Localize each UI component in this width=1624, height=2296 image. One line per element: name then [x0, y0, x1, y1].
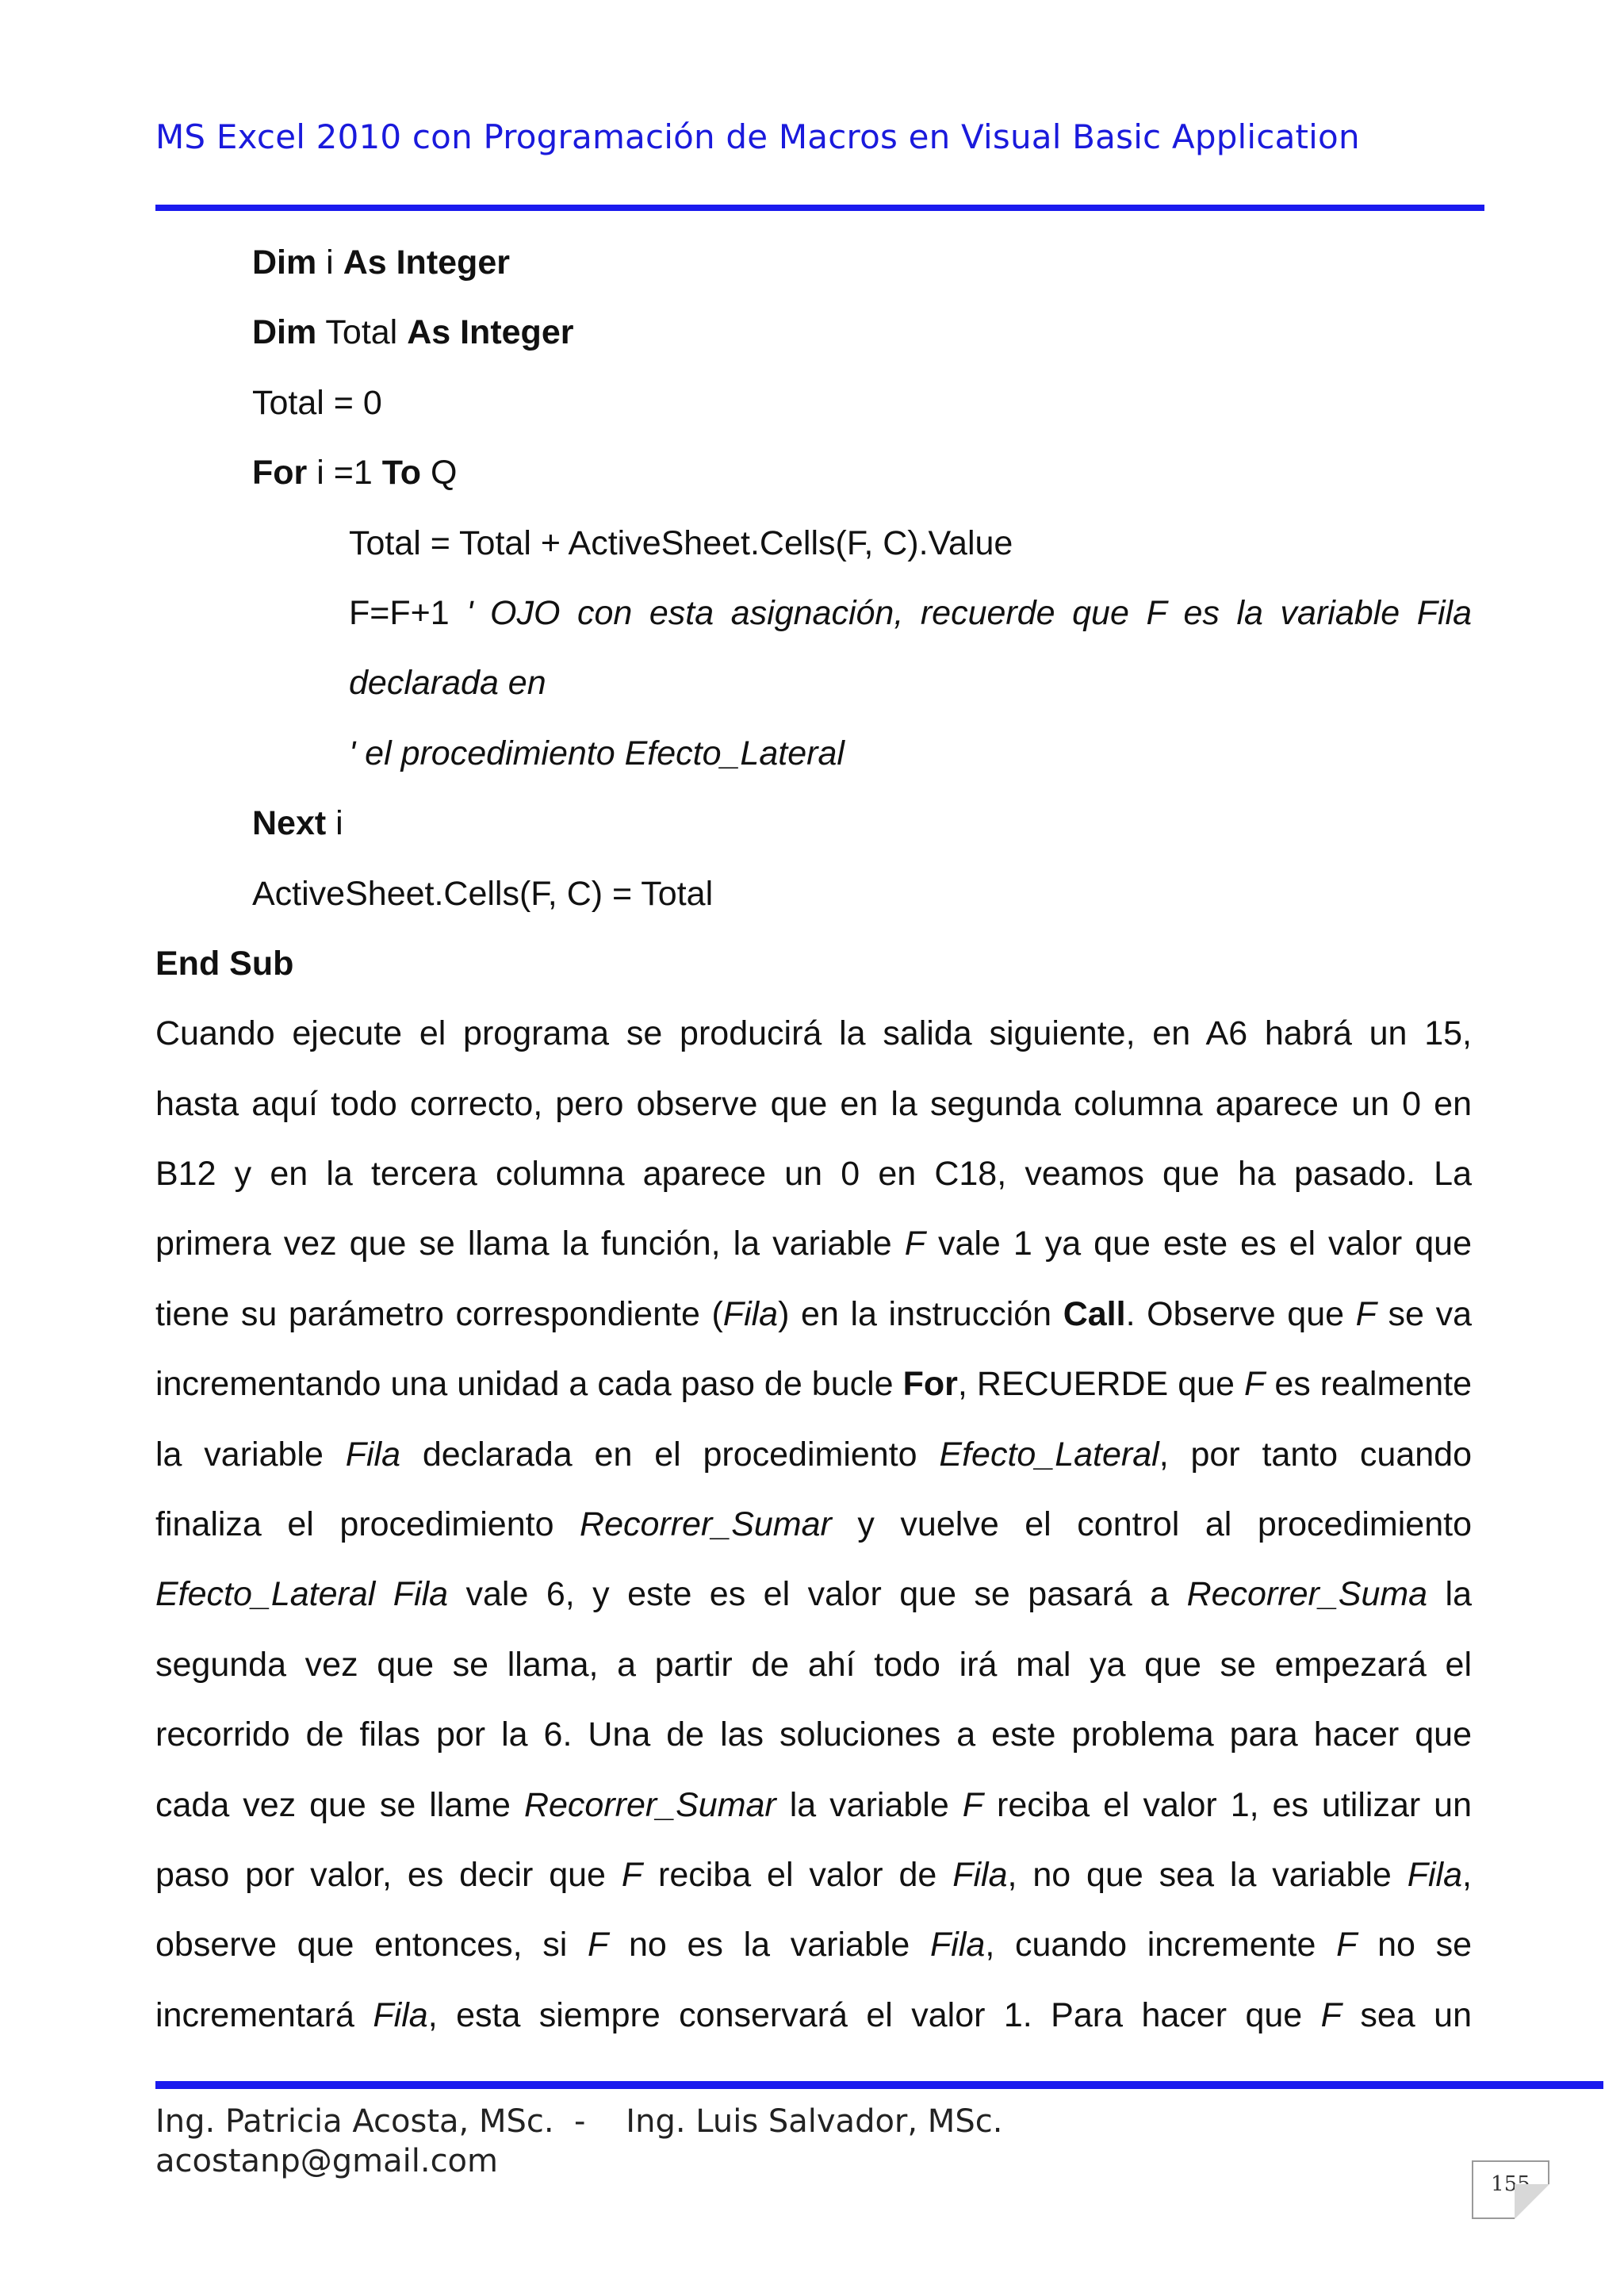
code-text: i: [326, 804, 343, 843]
italic-term: Recorrer_Suma: [1186, 1575, 1428, 1614]
paragraph-text: vale 6, y este es el valor que se pasará a: [448, 1575, 1187, 1614]
paragraph-text: hasta aquí todo correcto, pero observe que en la segunda columna aparece un 0 en: [155, 1084, 1472, 1123]
paragraph-text: incrementará: [155, 1995, 373, 2034]
code-keyword: As Integer: [343, 243, 510, 282]
paragraph-text: la: [1427, 1575, 1472, 1614]
paragraph-text: observe que entonces, si: [155, 1926, 588, 1964]
italic-term: Recorrer_Sumar: [523, 1785, 776, 1824]
page-number-box: [1472, 2160, 1549, 2219]
bold-term: For: [902, 1365, 958, 1404]
paragraph-text: B12 y en la tercera columna aparece un 0 en C18, veamos que ha pasado. La: [155, 1155, 1472, 1194]
code-text: Total = 0: [252, 383, 382, 422]
page-body: [155, 228, 1472, 2050]
paragraph-text: . Observe que: [1125, 1294, 1356, 1333]
paragraph-text: paso por valor, es decir que: [155, 1855, 622, 1894]
italic-term: F: [1320, 1995, 1342, 2034]
paragraph-line: [155, 1770, 1472, 1840]
code-line: [155, 719, 1472, 788]
paragraph-line: [155, 1910, 1472, 1980]
code-line: [155, 508, 1472, 578]
code-text: Total = Total + ActiveSheet.Cells(F, C).Value: [349, 523, 1013, 562]
paragraph-text: no se: [1357, 1926, 1472, 1964]
paragraph-line: [155, 1980, 1472, 2050]
paragraph-text: ) en la instrucción: [778, 1294, 1063, 1333]
code-keyword: For: [252, 454, 308, 493]
code-keyword: Dim: [252, 243, 317, 282]
italic-term: Fila: [345, 1435, 401, 1474]
italic-term: Fila: [930, 1926, 986, 1964]
italic-term: Recorrer_Sumar: [580, 1505, 832, 1544]
code-keyword: Next: [252, 804, 327, 843]
paragraph-text: , no que sea la variable: [1007, 1855, 1408, 1894]
paragraph-line: [155, 1349, 1472, 1419]
paragraph-text: no es la variable: [608, 1926, 931, 1964]
italic-term: Fila: [1407, 1855, 1463, 1894]
paragraph-text: tiene su parámetro correspondiente (: [155, 1294, 723, 1333]
italic-term: F: [962, 1785, 984, 1824]
code-line: [155, 788, 1472, 858]
page-curl-icon: [1515, 2184, 1549, 2219]
paragraph-text: segunda vez que se llama, a partir de ahí todo irá mal ya que se empezará el: [155, 1645, 1472, 1684]
paragraph-text: finaliza el procedimiento: [155, 1505, 580, 1544]
paragraph-line: [155, 1489, 1472, 1559]
paragraph-line: [155, 1279, 1472, 1349]
paragraph-text: , por tanto cuando: [1159, 1435, 1472, 1474]
code-line: [155, 929, 1472, 999]
code-line: [155, 859, 1472, 929]
paragraph-text: declarada en el procedimiento: [400, 1435, 940, 1474]
paragraph-line: [155, 999, 1472, 1068]
italic-term: Fila: [373, 1995, 428, 2034]
footer-authors: Ing. Patricia Acosta, MSc. - Ing. Luis Salvador, MSc.: [155, 2103, 1003, 2140]
code-text: Q: [421, 454, 458, 493]
paragraph-text: primera vez que se llama la función, la variable: [155, 1225, 905, 1263]
paragraph-text: reciba el valor de: [642, 1855, 953, 1894]
paragraph-text: vale 1 ya que este es el valor que: [925, 1225, 1472, 1263]
code-text: i: [316, 243, 343, 282]
paragraph-text: cada vez que se llame: [155, 1785, 524, 1824]
paragraph-text: es realmente: [1265, 1365, 1472, 1404]
header-rule: [155, 205, 1484, 211]
code-comment: ' OJO con esta asignación, recuerde que F es la variable Fila: [466, 593, 1472, 632]
code-text: i =1: [307, 454, 382, 493]
paragraph-line: [155, 1069, 1472, 1139]
italic-term: Efecto_Lateral Fila: [155, 1575, 449, 1614]
code-line: [155, 438, 1472, 508]
paragraph-line: [155, 1630, 1472, 1700]
code-line: [155, 648, 1472, 718]
code-keyword: End Sub: [155, 944, 294, 983]
italic-term: F: [588, 1926, 609, 1964]
paragraph-text: ,: [1462, 1855, 1472, 1894]
italic-term: F: [1355, 1294, 1377, 1333]
paragraph-text: la variable: [155, 1435, 346, 1474]
paragraph-text: , esta siempre conservará el valor 1. Para hacer que: [427, 1995, 1321, 2034]
italic-term: F: [904, 1225, 925, 1263]
code-keyword: To: [381, 454, 422, 493]
paragraph-text: recorrido de filas por la 6. Una de las soluciones a este problema para hacer que: [155, 1715, 1472, 1754]
italic-term: Fila: [952, 1855, 1008, 1894]
running-header-title: MS Excel 2010 con Programación de Macros en Visual Basic Application: [155, 117, 1360, 156]
code-line: [155, 368, 1472, 438]
code-comment: ' el procedimiento Efecto_Lateral: [349, 734, 845, 772]
code-keyword: Dim: [252, 313, 317, 352]
paragraph-line: [155, 1840, 1472, 1910]
code-text: ActiveSheet.Cells(F, C) = Total: [252, 874, 714, 913]
paragraph-line: [155, 1700, 1472, 1769]
paragraph-line: [155, 1209, 1472, 1278]
paragraph-text: , cuando incremente: [985, 1926, 1337, 1964]
paragraph-line: [155, 1420, 1472, 1489]
paragraph-text: sea un: [1341, 1995, 1472, 2034]
paragraph-text: reciba el valor 1, es utilizar un: [983, 1785, 1472, 1824]
paragraph-text: se va: [1376, 1294, 1472, 1333]
paragraph-text: Cuando ejecute el programa se producirá la salida siguiente, en A6 habrá un 15,: [155, 1014, 1472, 1053]
code-text: F=F+1: [349, 593, 467, 632]
code-keyword: As Integer: [407, 313, 574, 352]
paragraph-line: [155, 1139, 1472, 1209]
italic-term: F: [1336, 1926, 1358, 1964]
page-number: 155: [1491, 2172, 1530, 2196]
paragraph-text: , RECUERDE que: [957, 1365, 1245, 1404]
footer-rule: [155, 2081, 1603, 2089]
footer-email: acostanp@gmail.com: [155, 2143, 498, 2179]
code-line: [155, 297, 1472, 367]
code-line: [155, 228, 1472, 297]
italic-term: F: [621, 1855, 643, 1894]
code-text: Total: [316, 313, 408, 352]
italic-term: Efecto_Lateral: [939, 1435, 1159, 1474]
paragraph-text: y vuelve el control al procedimiento: [831, 1505, 1472, 1544]
code-comment: declarada en: [349, 664, 546, 703]
paragraph-text: incrementando una unidad a cada paso de bucle: [155, 1365, 903, 1404]
paragraph-text: la variable: [776, 1785, 963, 1824]
italic-term: F: [1244, 1365, 1266, 1404]
italic-term: Fila: [722, 1294, 779, 1333]
code-line: [155, 578, 1472, 648]
bold-term: Call: [1063, 1294, 1126, 1333]
paragraph-line: [155, 1559, 1472, 1629]
